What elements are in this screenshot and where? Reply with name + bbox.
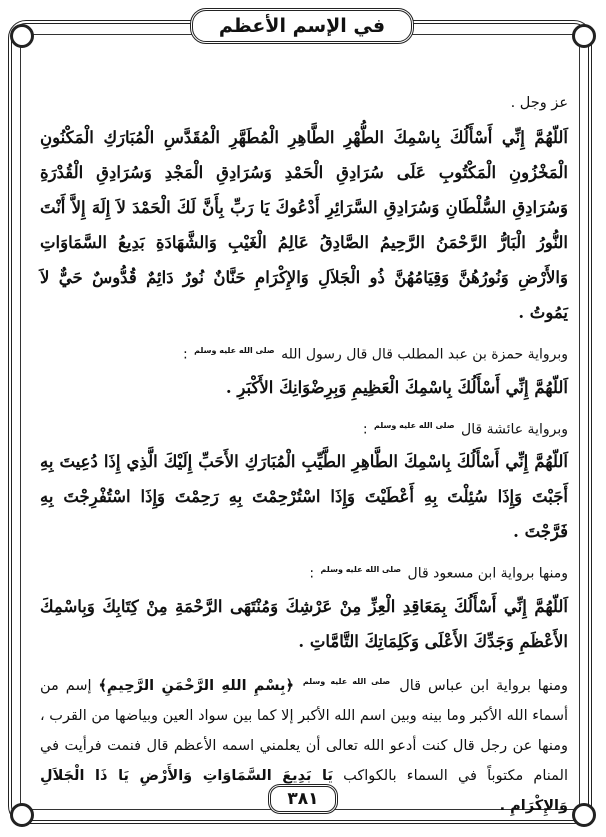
paragraph-5-supplication: يَا بَدِيعَ السَّمَاوَاتِ وَالأَرْضِ يَا ذَا الْجَلاَلِ وَالإِكْرَامِ . <box>40 767 568 814</box>
salutation-mark: صلى الله عليه وسلم <box>302 676 391 686</box>
corner-ornament <box>572 24 596 48</box>
corner-ornament <box>10 24 34 48</box>
supplication-2: اَللّهُمَّ إِنِّي أَسْأَلُكَ بِاسْمِكَ الْعَظِيمِ وَبِرِضْوَانِكَ الأَكْبَرِ . <box>225 377 568 397</box>
corner-ornament <box>572 803 596 827</box>
corner-ornament <box>10 803 34 827</box>
narration-4 <box>40 555 568 589</box>
chapter-title: في الإسم الأعظم <box>218 15 386 37</box>
supplication-3: اَللّهُمَّ إِنِّي أَسْأَلُكَ بِاسْمِكَ الطَّاهِرِ الطَّيِّبِ الْمُبَارَكِ الأَحَبِّ إِلَيْكَ الَّذِي إِذَا دُعِيتَ بِهِ أَجَبْتَ وَإِذَا سُئِلْتَ بِهِ أَعْطَيْتَ وَإِذَا اسْتُرْحِمْتَ بِهِ رَحِمْتَ وَإِذَا اسْتُفْرِجْتَ بِهِ فَرَّجْتَ . <box>40 452 568 542</box>
supplication-4: اَللّهُمَّ إِنِّي أَسْأَلُكَ بِمَعَاقِدِ الْعِزِّ مِنْ عَرْشِكَ وَمُنْتَهَى الرَّحْمَةِ مِنْ كِتَابِكَ وَبِاسْمِكَ الأَعْظَمِ وَجَدِّكَ الأَعْلَى وَكَلِمَاتِكَ التَّامَّاتِ . <box>40 596 568 651</box>
page-number: ٣٨١ <box>287 789 319 809</box>
paragraph-5-body: إسم من أسماء الله الأكبر وما بينه وبين اسم الله الأكبر إلا كما بين سواد العين وبياضها من القرب ، ومنها عن رجل قال كنت أدعو الله تعالى أن يعلمني اسمه الأعظم قال فنمت فرأيت في المنام مكتوباً في السماء بالكواكب <box>40 677 568 784</box>
salutation-mark: صلى الله عليه وسلم <box>374 420 455 430</box>
chapter-title-banner <box>190 8 414 44</box>
narration-colon: : <box>309 565 315 582</box>
basmala: ﴿بِسْمِ اللهِ الرَّحْمَنِ الرَّحِيمِ﴾ <box>98 677 294 694</box>
salutation-mark: صلى الله عليه وسلم <box>320 565 402 575</box>
supplication-1: اَللّهُمَّ إِنِّي أَسْأَلُكَ بِاسْمِكَ الطُّهْرِ الطَّاهِرِ الْمُطَهَّرِ الْمُقَدَّسِ الْمُبَارَكِ الْمَكْنُونِ الْمَخْزُونِ الْمَكْتُوبِ عَلَى سُرَادِقِ الْحَمْدِ وَسُرَادِقِ الْمَجْدِ وَسُرَادِقِ الْقُدْرَةِ وَسُرَادِقِ السُّلْطَانِ وَسُرَادِقِ السَّرَائِرِ أَدْعُوكَ يَا رَبِّ بِأَنَّ لَكَ الْحَمْدَ لاَ إِلَهَ إِلاَّ أَنْتَ النُّورُ الْبَارُّ الرَّحْمَنُ الرَّحِيمُ الصَّادِقُ عَالِمُ الْغَيْبِ وَالشَّهَادَةِ بَدِيعُ السَّمَاوَاتِ وَالأَرْضِ وَنُورُهُنَّ وَقِيَامُهُنَّ ذُو الْجَلاَلِ وَالإِكْرَامِ حَنَّانٌ نُورٌ دَائِمٌ قُدُّوسٌ حَيٌّ لاَ يَمُوتُ . <box>40 128 568 322</box>
narration-3-text: وبرواية عائشة قال <box>461 421 568 438</box>
narration-2 <box>40 336 568 370</box>
narration-colon: : <box>362 421 368 438</box>
page-number-banner <box>268 784 338 814</box>
narration-4-text: ومنها برواية ابن مسعود قال <box>407 565 568 582</box>
narration-3 <box>40 411 568 445</box>
paragraph-5-start: ومنها برواية ابن عباس قال <box>399 677 569 694</box>
salutation-mark: صلى الله عليه وسلم <box>194 346 275 355</box>
narration-colon: : <box>182 346 188 363</box>
narration-2-text: وبرواية حمزة بن عبد المطلب قال قال رسول الله <box>281 346 568 363</box>
intro-text: عز وجل . <box>510 95 568 111</box>
